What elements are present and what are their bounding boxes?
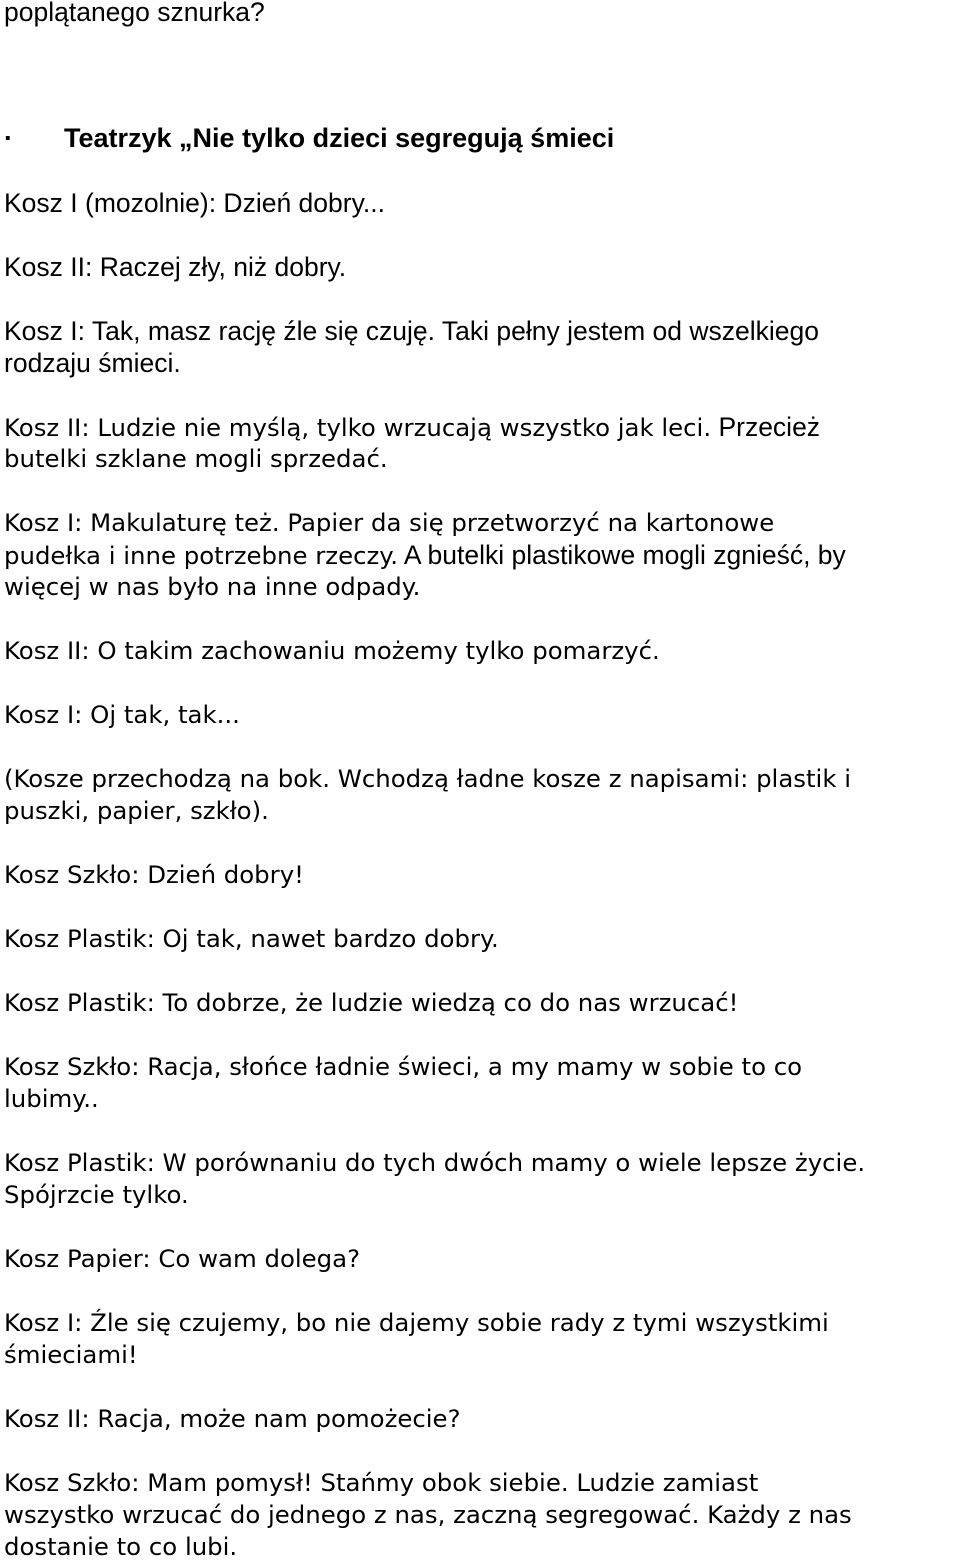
dialogue-line: Kosz Papier: Co wam dolega? (4, 1244, 361, 1273)
dialogue-line: Spójrzcie tylko. (4, 1180, 189, 1209)
dialogue-line: wszystko wrzucać do jednego z nas, zaczną segregować. Każdy z nas (4, 1500, 852, 1529)
dialogue-line: Kosz II: O takim zachowaniu możemy tylko pomarzyć. (4, 636, 660, 665)
dialogue-line: Kosz Plastik: Oj tak, nawet bardzo dobry. (4, 924, 499, 953)
dialogue-line: puszki, papier, szkło). (4, 796, 269, 825)
dialogue-text: Kosz I: Makulaturę też. (4, 508, 280, 537)
dialogue-text: pudełka i inne potrzebne rzeczy. (4, 541, 399, 570)
dialogue-line (4, 539, 846, 572)
top-text-fragment: poplątanego sznurka? (4, 0, 265, 27)
dialogue-line: Kosz Szkło: Racja, słońce ładnie świeci, a my mamy w sobie to co (4, 1052, 803, 1081)
dialogue-line: Kosz Plastik: W porównaniu do tych dwóch mamy o wiele lepsze życie. (4, 1148, 866, 1177)
bullet-icon: · (4, 123, 13, 153)
dialogue-text: Papier da się przetworzyć na kartonowe (279, 508, 775, 537)
dialogue-line: śmieciami! (4, 1340, 138, 1369)
dialogue-line: butelki szklane mogli sprzedać. (4, 444, 388, 473)
dialogue-line: Kosz I (mozolnie): Dzień dobry... (4, 188, 385, 218)
dialogue-text: A butelki plastikowe mogli zgnieść, by (398, 540, 846, 570)
dialogue-line (4, 411, 820, 444)
dialogue-line: lubimy.. (4, 1084, 99, 1113)
play-title-text: Teatrzyk „Nie tylko dzieci segregują śmieci (64, 123, 615, 153)
dialogue-line: (Kosze przechodzą na bok. Wchodzą ładne kosze z napisami: plastik i (4, 764, 851, 793)
dialogue-line: Kosz II: Raczej zły, niż dobry. (4, 252, 347, 282)
dialogue-line: rodzaju śmieci. (4, 348, 181, 378)
dialogue-text: Kosz II: Ludzie nie myślą, tylko wrzucają wszystko jak leci. (4, 413, 712, 442)
dialogue-line: Kosz I: Źle się czujemy, bo nie dajemy sobie rady z tymi wszystkimi (4, 1308, 829, 1337)
dialogue-line: Kosz I: Oj tak, tak... (4, 700, 240, 729)
dialogue-line: Kosz Szkło: Dzień dobry! (4, 860, 304, 889)
dialogue-text: Przecież (711, 412, 821, 442)
play-title (4, 122, 614, 154)
dialogue-line: więcej w nas było na inne odpady. (4, 572, 421, 601)
dialogue-line: Kosz I: Tak, masz rację źle się czuję. Taki pełny jestem od wszelkiego (4, 316, 819, 346)
dialogue-line: Kosz Plastik: To dobrze, że ludzie wiedzą co do nas wrzucać! (4, 988, 739, 1017)
dialogue-line: Kosz II: Racja, może nam pomożecie? (4, 1404, 461, 1433)
dialogue-line: Kosz Szkło: Mam pomysł! Stańmy obok siebie. Ludzie zamiast (4, 1468, 759, 1497)
dialogue-line: dostanie to co lubi. (4, 1532, 238, 1561)
dialogue-line (4, 507, 774, 539)
